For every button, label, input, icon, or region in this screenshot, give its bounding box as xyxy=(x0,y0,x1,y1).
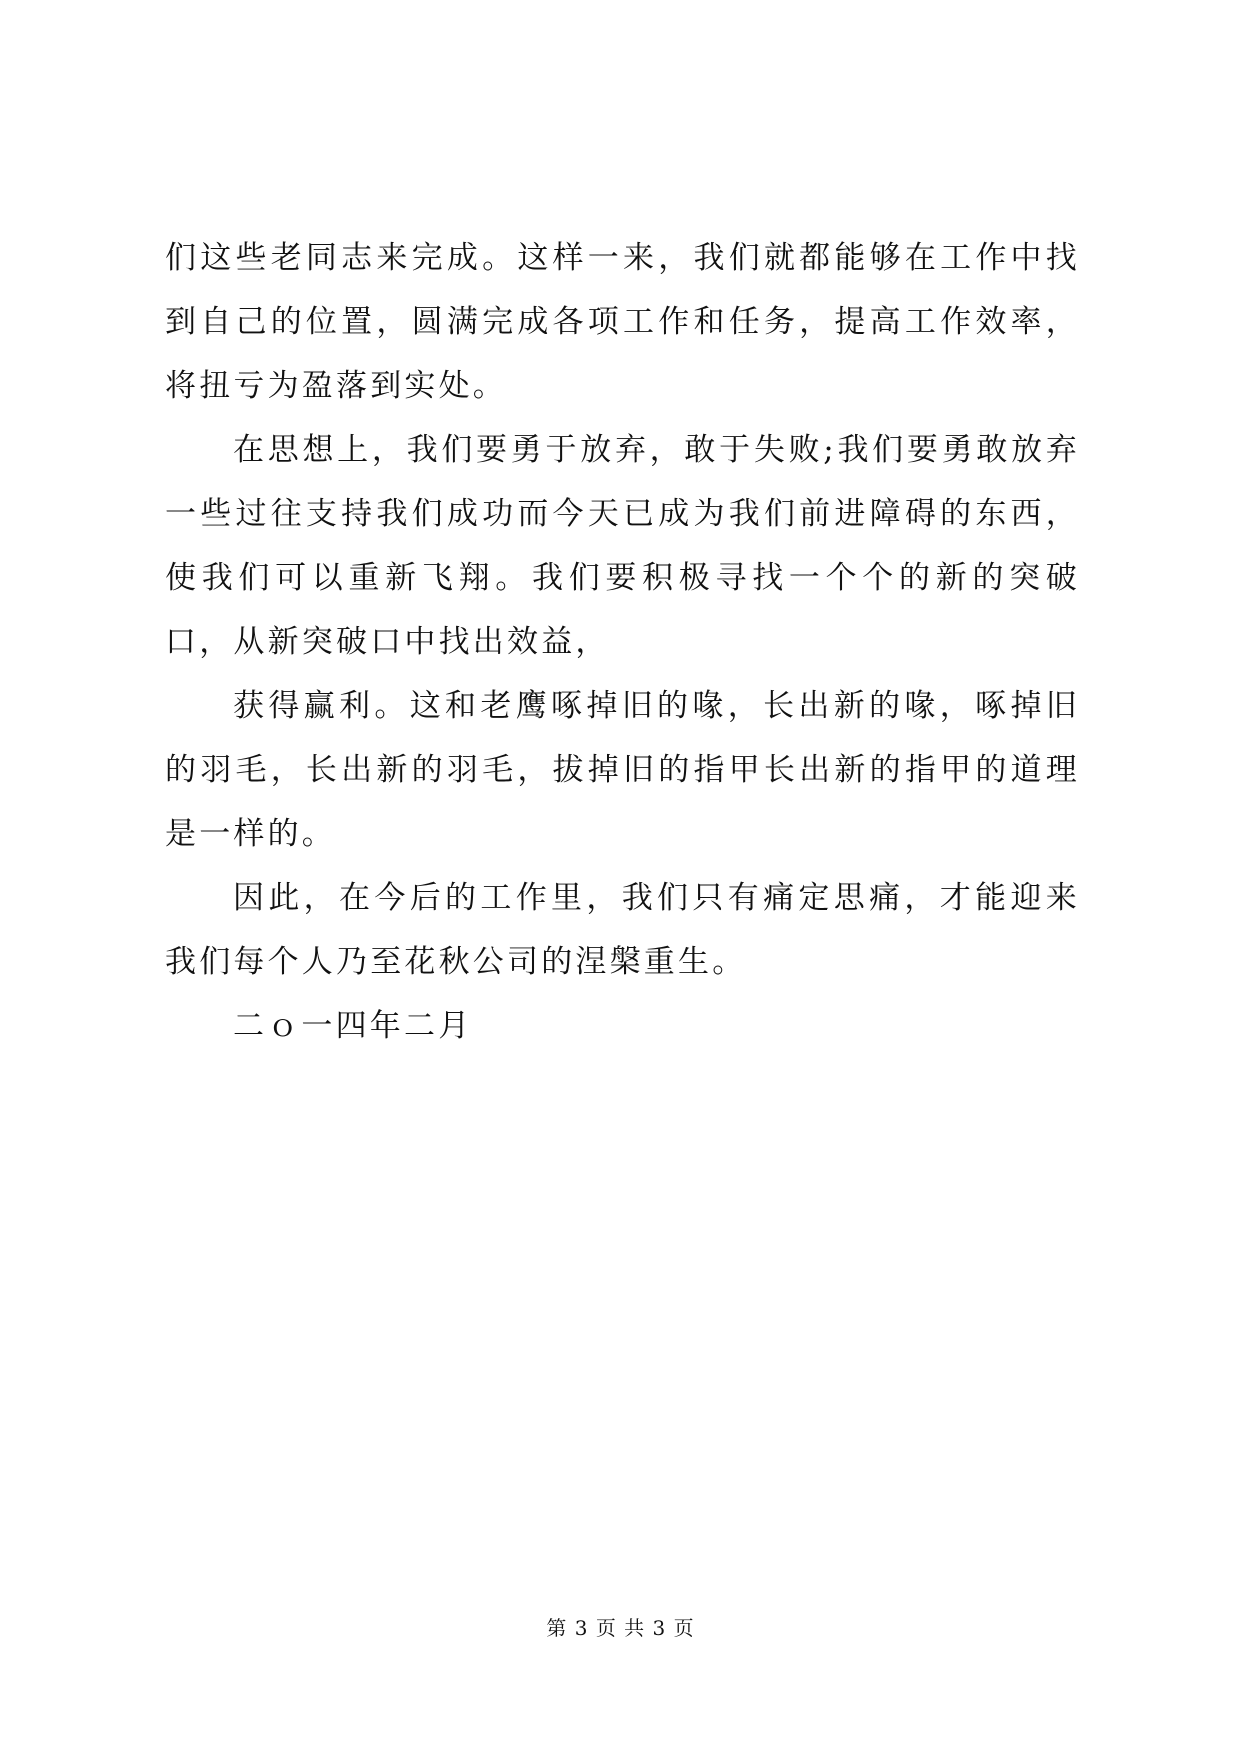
paragraph-continuation: 们这些老同志来完成。这样一来，我们就都能够在工作中找到自己的位置，圆满完成各项工作和任务，提高工作效率，将扭亏为盈落到实处。 xyxy=(165,240,1080,404)
paragraph-thinking: 在思想上，我们要勇于放弃，敢于失败;我们要勇敢放弃一些过往支持我们成功而今天已成为我们前进障碍的东西，使我们可以重新飞翔。我们要积极寻找一个个的新的突破口，从新突破口中找出效益， xyxy=(165,432,1080,660)
paragraph-conclusion: 因此，在今后的工作里，我们只有痛定思痛，才能迎来我们每个人乃至花秋公司的涅槃重生。 xyxy=(165,880,1080,980)
document-date: 二ｏ一四年二月 xyxy=(233,1008,473,1044)
page-number-footer: 第 3 页 共 3 页 xyxy=(546,1616,695,1640)
paragraph-eagle-analogy: 获得赢利。这和老鹰啄掉旧的喙，长出新的喙，啄掉旧的羽毛，长出新的羽毛，拔掉旧的指甲长出新的指甲的道理是一样的。 xyxy=(165,688,1080,852)
document-body xyxy=(165,226,1080,1058)
